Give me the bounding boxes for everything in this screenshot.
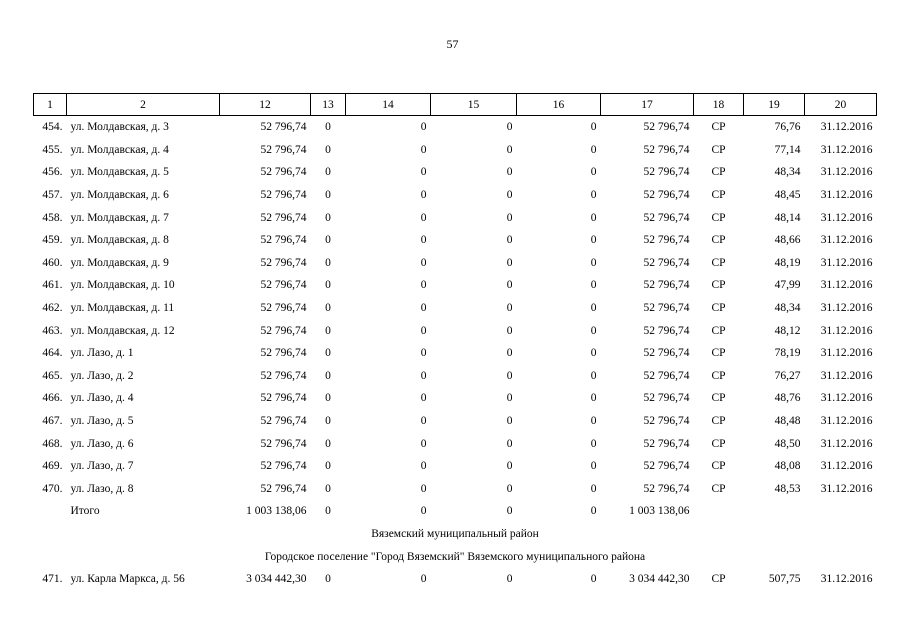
cell-col15: 0 (506, 166, 513, 179)
cell-col14: 0 (420, 482, 427, 495)
cell-col14: 0 (420, 189, 427, 202)
cell-col16: 0 (590, 166, 597, 179)
cell-col13: 0 (325, 211, 331, 224)
cell-col20: 31.12.2016 (820, 302, 873, 315)
cell-col15: 0 (506, 347, 513, 360)
cell-col20: 31.12.2016 (820, 121, 873, 134)
address: ул. Лазо, д. 6 (70, 437, 134, 450)
cell-col12: 52 796,74 (260, 482, 307, 495)
cell-col14: 0 (420, 392, 427, 405)
address: ул. Молдавская, д. 3 (70, 121, 169, 134)
cell-col18: СР (711, 121, 726, 134)
cell-col19: 76,27 (774, 369, 801, 382)
cell-col16: 0 (590, 437, 597, 450)
address: ул. Молдавская, д. 6 (70, 189, 169, 202)
address: ул. Молдавская, д. 12 (70, 324, 175, 337)
cell-col20: 31.12.2016 (820, 573, 873, 586)
cell-col15: 0 (506, 302, 513, 315)
row-number: 456. (42, 166, 63, 179)
column-header: 17 (601, 94, 694, 116)
total-cell-col14: 0 (420, 505, 427, 518)
cell-col20: 31.12.2016 (820, 482, 873, 495)
row-number: 469. (42, 460, 63, 473)
cell-col20: 31.12.2016 (820, 211, 873, 224)
cell-col18: СР (711, 234, 726, 247)
cell-col18: СР (711, 482, 726, 495)
cell-col12: 52 796,74 (260, 211, 307, 224)
table-row (34, 139, 877, 162)
cell-col14: 0 (420, 302, 427, 315)
total-row-number (34, 500, 67, 523)
cell-col19: 48,12 (774, 324, 801, 337)
cell-col13: 0 (325, 415, 331, 428)
cell-col16: 0 (590, 234, 597, 247)
cell-col18: СР (711, 302, 726, 315)
cell-col19: 78,19 (774, 347, 801, 360)
address: ул. Молдавская, д. 4 (70, 143, 169, 156)
cell-col12: 52 796,74 (260, 369, 307, 382)
cell-col18: СР (711, 189, 726, 202)
cell-col18: СР (711, 369, 726, 382)
cell-col18: СР (711, 143, 726, 156)
cell-col20: 31.12.2016 (820, 234, 873, 247)
cell-col17: 52 796,74 (643, 324, 690, 337)
total-cell-col15: 0 (506, 505, 513, 518)
cell-col15: 0 (506, 369, 513, 382)
row-number: 467. (42, 415, 63, 428)
cell-col15: 0 (506, 189, 513, 202)
table-row (34, 297, 877, 320)
address: ул. Лазо, д. 1 (70, 347, 134, 360)
address: ул. Лазо, д. 4 (70, 392, 134, 405)
cell-col17: 52 796,74 (643, 347, 690, 360)
cell-col15: 0 (506, 279, 513, 292)
cell-col20: 31.12.2016 (820, 369, 873, 382)
total-cell-col20 (805, 500, 877, 523)
cell-col12: 52 796,74 (260, 189, 307, 202)
cell-col13: 0 (325, 189, 331, 202)
cell-col20: 31.12.2016 (820, 279, 873, 292)
section-row (34, 523, 877, 546)
cell-col14: 0 (420, 166, 427, 179)
cell-col19: 48,50 (774, 437, 801, 450)
cell-col20: 31.12.2016 (820, 166, 873, 179)
row-number: 459. (42, 234, 63, 247)
row-number: 454. (42, 121, 63, 134)
cell-col19: 77,14 (774, 143, 801, 156)
cell-col13: 0 (325, 460, 331, 473)
cell-col15: 0 (506, 121, 513, 134)
cell-col19: 47,99 (774, 279, 801, 292)
cell-col19: 507,75 (768, 573, 801, 586)
cell-col12: 52 796,74 (260, 437, 307, 450)
table-row (34, 161, 877, 184)
cell-col13: 0 (325, 234, 331, 247)
section-settlement: Городское поселение "Город Вяземский" Вяземского муниципального района (264, 550, 646, 563)
cell-col17: 52 796,74 (643, 234, 690, 247)
cell-col16: 0 (590, 256, 597, 269)
cell-col13: 0 (325, 256, 331, 269)
cell-col12: 52 796,74 (260, 302, 307, 315)
column-header: 2 (67, 94, 220, 116)
cell-col14: 0 (420, 324, 427, 337)
row-number: 458. (42, 211, 63, 224)
total-cell-col12: 1 003 138,06 (246, 505, 307, 518)
section-row (34, 545, 877, 568)
cell-col15: 0 (506, 437, 513, 450)
cell-col16: 0 (590, 347, 597, 360)
cell-col15: 0 (506, 256, 513, 269)
cell-col18: СР (711, 347, 726, 360)
row-number: 455. (42, 143, 63, 156)
cell-col19: 48,14 (774, 211, 801, 224)
cell-col18: СР (711, 166, 726, 179)
cell-col16: 0 (590, 143, 597, 156)
cell-col12: 3 034 442,30 (246, 573, 307, 586)
table-row (34, 252, 877, 275)
cell-col19: 48,53 (774, 482, 801, 495)
cell-col14: 0 (420, 234, 427, 247)
cell-col20: 31.12.2016 (820, 256, 873, 269)
column-header: 18 (694, 94, 744, 116)
row-number: 461. (42, 279, 63, 292)
cell-col12: 52 796,74 (260, 256, 307, 269)
cell-col12: 52 796,74 (260, 392, 307, 405)
cell-col13: 0 (325, 166, 331, 179)
cell-col16: 0 (590, 415, 597, 428)
row-number: 465. (42, 369, 63, 382)
cell-col18: СР (711, 437, 726, 450)
cell-col18: СР (711, 415, 726, 428)
cell-col18: СР (711, 460, 726, 473)
cell-col18: СР (711, 324, 726, 337)
table-row (34, 432, 877, 455)
cell-col19: 48,66 (774, 234, 801, 247)
cell-col17: 52 796,74 (643, 460, 690, 473)
cell-col15: 0 (506, 415, 513, 428)
address: ул. Молдавская, д. 7 (70, 211, 169, 224)
cell-col15: 0 (506, 211, 513, 224)
cell-col17: 52 796,74 (643, 369, 690, 382)
section-district: Вяземский муниципальный район (371, 527, 539, 540)
cell-col20: 31.12.2016 (820, 189, 873, 202)
table-row (34, 184, 877, 207)
cell-col18: СР (711, 573, 726, 586)
cell-col14: 0 (420, 121, 427, 134)
cell-col13: 0 (325, 302, 331, 315)
address: ул. Лазо, д. 5 (70, 415, 134, 428)
row-number: 466. (42, 392, 63, 405)
row-number: 457. (42, 189, 63, 202)
column-header: 14 (346, 94, 431, 116)
cell-col15: 0 (506, 482, 513, 495)
row-number: 470. (42, 482, 63, 495)
table-header-row (34, 94, 877, 116)
cell-col17: 52 796,74 (643, 415, 690, 428)
address: ул. Карла Маркса, д. 56 (70, 573, 185, 586)
total-cell-col18 (694, 500, 744, 523)
cell-col18: СР (711, 256, 726, 269)
cell-col19: 48,34 (774, 166, 801, 179)
cell-col16: 0 (590, 324, 597, 337)
cell-col14: 0 (420, 573, 427, 586)
row-number: 471. (42, 573, 63, 586)
table-row (34, 455, 877, 478)
cell-col18: СР (711, 279, 726, 292)
cell-col16: 0 (590, 573, 597, 586)
cell-col12: 52 796,74 (260, 324, 307, 337)
cell-col19: 48,19 (774, 256, 801, 269)
cell-col14: 0 (420, 279, 427, 292)
address: ул. Молдавская, д. 10 (70, 279, 175, 292)
table-row (34, 568, 877, 591)
cell-col13: 0 (325, 279, 331, 292)
page-number: 57 (446, 37, 459, 51)
row-number: 463. (42, 324, 63, 337)
total-label: Итого (70, 505, 100, 518)
cell-col14: 0 (420, 347, 427, 360)
row-number: 460. (42, 256, 63, 269)
table-row (34, 229, 877, 252)
column-header: 20 (805, 94, 877, 116)
address: ул. Молдавская, д. 8 (70, 234, 169, 247)
total-cell-col13: 0 (325, 505, 331, 518)
column-header: 19 (744, 94, 805, 116)
column-header: 16 (517, 94, 601, 116)
cell-col16: 0 (590, 392, 597, 405)
total-cell-col16: 0 (590, 505, 597, 518)
address: ул. Лазо, д. 8 (70, 482, 134, 495)
address: ул. Лазо, д. 2 (70, 369, 134, 382)
cell-col16: 0 (590, 482, 597, 495)
cell-col13: 0 (325, 369, 331, 382)
cell-col17: 52 796,74 (643, 482, 690, 495)
cell-col18: СР (711, 211, 726, 224)
table-row (34, 206, 877, 229)
cell-col14: 0 (420, 369, 427, 382)
cell-col16: 0 (590, 369, 597, 382)
cell-col17: 52 796,74 (643, 302, 690, 315)
cell-col17: 52 796,74 (643, 166, 690, 179)
cell-col16: 0 (590, 302, 597, 315)
cell-col14: 0 (420, 415, 427, 428)
cell-col19: 48,08 (774, 460, 801, 473)
cell-col17: 52 796,74 (643, 279, 690, 292)
cell-col16: 0 (590, 460, 597, 473)
row-number: 462. (42, 302, 63, 315)
cell-col15: 0 (506, 392, 513, 405)
row-number: 464. (42, 347, 63, 360)
cell-col16: 0 (590, 211, 597, 224)
table-row (34, 342, 877, 365)
cell-col12: 52 796,74 (260, 143, 307, 156)
cell-col20: 31.12.2016 (820, 460, 873, 473)
cell-col20: 31.12.2016 (820, 415, 873, 428)
cell-col16: 0 (590, 121, 597, 134)
cell-col13: 0 (325, 482, 331, 495)
cell-col17: 52 796,74 (643, 211, 690, 224)
cell-col14: 0 (420, 256, 427, 269)
column-header: 15 (431, 94, 517, 116)
total-cell-col19 (744, 500, 805, 523)
cell-col13: 0 (325, 324, 331, 337)
column-header: 1 (34, 94, 67, 116)
cell-col13: 0 (325, 392, 331, 405)
table-row (34, 116, 877, 139)
cell-col14: 0 (420, 143, 427, 156)
cell-col19: 76,76 (774, 121, 801, 134)
address: ул. Молдавская, д. 11 (70, 302, 175, 315)
cell-col15: 0 (506, 460, 513, 473)
cell-col14: 0 (420, 211, 427, 224)
cell-col14: 0 (420, 437, 427, 450)
cell-col15: 0 (506, 324, 513, 337)
cell-col12: 52 796,74 (260, 166, 307, 179)
cell-col13: 0 (325, 143, 331, 156)
cell-col17: 52 796,74 (643, 437, 690, 450)
total-cell-col17: 1 003 138,06 (629, 505, 690, 518)
table-row (34, 478, 877, 501)
cell-col19: 48,48 (774, 415, 801, 428)
cell-col16: 0 (590, 279, 597, 292)
cell-col17: 52 796,74 (643, 256, 690, 269)
cell-col19: 48,76 (774, 392, 801, 405)
cell-col17: 52 796,74 (643, 143, 690, 156)
cell-col17: 3 034 442,30 (629, 573, 690, 586)
cell-col13: 0 (325, 347, 331, 360)
cell-col14: 0 (420, 460, 427, 473)
cell-col13: 0 (325, 573, 331, 586)
cell-col20: 31.12.2016 (820, 437, 873, 450)
cell-col13: 0 (325, 121, 331, 134)
column-header: 12 (220, 94, 311, 116)
cell-col18: СР (711, 392, 726, 405)
cell-col16: 0 (590, 189, 597, 202)
cell-col15: 0 (506, 573, 513, 586)
cell-col17: 52 796,74 (643, 121, 690, 134)
cell-col17: 52 796,74 (643, 189, 690, 202)
cell-col13: 0 (325, 437, 331, 450)
table-row (34, 274, 877, 297)
cell-col12: 52 796,74 (260, 460, 307, 473)
cell-col19: 48,34 (774, 302, 801, 315)
cell-col12: 52 796,74 (260, 279, 307, 292)
total-row (34, 500, 877, 523)
address: ул. Молдавская, д. 9 (70, 256, 169, 269)
cell-col15: 0 (506, 143, 513, 156)
table-row (34, 365, 877, 388)
table-row (34, 387, 877, 410)
table-row (34, 319, 877, 342)
cell-col20: 31.12.2016 (820, 347, 873, 360)
cell-col15: 0 (506, 234, 513, 247)
cell-col20: 31.12.2016 (820, 143, 873, 156)
cell-col20: 31.12.2016 (820, 392, 873, 405)
cell-col12: 52 796,74 (260, 121, 307, 134)
cell-col12: 52 796,74 (260, 347, 307, 360)
row-number: 468. (42, 437, 63, 450)
column-header: 13 (311, 94, 346, 116)
cell-col20: 31.12.2016 (820, 324, 873, 337)
cell-col17: 52 796,74 (643, 392, 690, 405)
cell-col19: 48,45 (774, 189, 801, 202)
cell-col12: 52 796,74 (260, 415, 307, 428)
address: ул. Молдавская, д. 5 (70, 166, 169, 179)
address: ул. Лазо, д. 7 (70, 460, 134, 473)
table-row (34, 410, 877, 433)
data-table (33, 93, 877, 590)
cell-col12: 52 796,74 (260, 234, 307, 247)
